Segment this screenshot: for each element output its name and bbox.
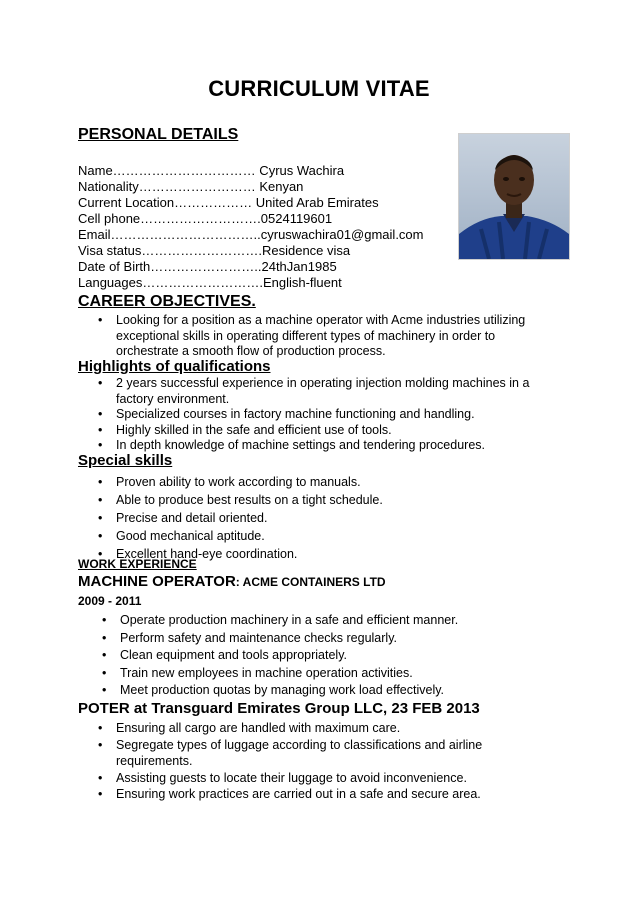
personal-value: United Arab Emirates — [252, 195, 379, 210]
job-1-title — [78, 573, 386, 590]
list-item-text: Proven ability to work according to manuals. — [116, 475, 361, 489]
document-title: CURRICULUM VITAE — [208, 76, 430, 101]
personal-row-visa — [78, 243, 350, 259]
list-item — [78, 737, 548, 770]
personal-row-nationality — [78, 179, 303, 195]
bullet-icon: • — [98, 422, 103, 437]
personal-value: Cyrus Wachira — [255, 163, 345, 178]
list-item — [78, 376, 556, 407]
portrait-image — [459, 134, 569, 259]
bullet-icon: • — [98, 787, 103, 801]
personal-label: Visa status……………………… — [78, 243, 259, 258]
list-item-text: Meet production quotas by managing work load effectively. — [120, 683, 445, 697]
list-item-text: Ensuring work practices are carried out in a safe and secure area. — [116, 787, 481, 801]
list-item — [78, 720, 548, 737]
list-item-text: Segregate types of luggage according to classifications and airline requirements. — [116, 737, 483, 768]
personal-label: Name…………………………… — [78, 163, 256, 178]
job-1-duties-list — [82, 612, 552, 700]
work-experience-heading: WORK EXPERIENCE — [78, 557, 197, 571]
personal-label: Date of Birth…………………… — [78, 259, 255, 274]
highlights-list — [78, 376, 556, 454]
list-item — [82, 630, 552, 648]
list-item — [78, 423, 556, 439]
personal-row-email — [78, 227, 424, 243]
list-item — [78, 770, 548, 787]
personal-label: Current Location……………… — [78, 195, 253, 210]
personal-label: Cell phone……………………… — [78, 211, 258, 226]
bullet-icon: • — [102, 613, 107, 627]
bullet-icon: • — [98, 547, 103, 561]
list-item — [78, 313, 548, 360]
job-1-dates: 2009 - 2011 — [78, 594, 142, 608]
list-item-text: In depth knowledge of machine settings and tendering procedures. — [116, 438, 485, 452]
list-item — [78, 407, 556, 423]
personal-value: ..cyruswachira01@gmail.com — [253, 227, 424, 242]
list-item — [78, 473, 548, 491]
list-item-text: Perform safety and maintenance checks regularly. — [120, 630, 397, 645]
list-item-text: Good mechanical aptitude. — [116, 529, 265, 543]
job-2-title: POTER at Transguard Emirates Group LLC, 23 FEB 2013 — [78, 700, 480, 717]
list-item — [82, 612, 552, 630]
list-item — [78, 509, 548, 527]
list-item-text: Excellent hand-eye coordination. — [116, 547, 298, 561]
list-item-text: Precise and detail oriented. — [116, 511, 268, 525]
personal-label: Email…………………………… — [78, 227, 254, 242]
profile-photo — [458, 133, 570, 260]
personal-value: .0524119601 — [257, 211, 333, 226]
bullet-icon: • — [98, 407, 103, 421]
special-skills-heading: Special skills — [78, 452, 173, 469]
personal-row-dob — [78, 259, 337, 275]
list-item — [78, 491, 548, 509]
bullet-icon: • — [102, 648, 107, 662]
bullet-icon: • — [98, 376, 103, 390]
personal-value: Kenyan — [255, 179, 304, 194]
list-item-text: Ensuring all cargo are handled with maximum care. — [116, 721, 401, 735]
list-item-text: 2 years successful experience in operating injection molding machines in a factory environment. — [116, 376, 530, 406]
skills-list — [78, 473, 548, 563]
bullet-icon: • — [98, 770, 103, 785]
list-item-text: Able to produce best results on a tight schedule. — [116, 493, 383, 507]
list-item-text: Assisting guests to locate their luggage to avoid inconvenience. — [116, 770, 467, 785]
list-item — [78, 786, 548, 803]
bullet-icon: • — [98, 511, 103, 525]
career-objectives-heading: CAREER OBJECTIVES. — [78, 293, 256, 310]
job-2-duties-list — [78, 720, 548, 803]
bullet-icon: • — [98, 475, 103, 489]
personal-row-languages — [78, 275, 342, 291]
personal-row-name — [78, 163, 344, 179]
bullet-icon: • — [98, 493, 103, 507]
personal-row-phone — [78, 211, 332, 227]
bullet-icon: • — [98, 438, 103, 452]
bullet-icon: • — [102, 665, 107, 680]
personal-label: Languages……………………… — [78, 275, 260, 290]
list-item — [82, 682, 552, 700]
bullet-icon: • — [98, 737, 103, 752]
list-item-text: Looking for a position as a machine operator with Acme industries utilizing exceptional skills in operating different types of machinery in order to orchestrate a smooth flow of production process. — [116, 313, 526, 358]
job-1-role: MACHINE OPERATOR — [78, 573, 236, 590]
personal-value: ..24thJan1985 — [254, 259, 337, 274]
bullet-icon: • — [102, 683, 107, 697]
personal-details-heading: PERSONAL DETAILS — [78, 126, 239, 143]
list-item-text: Specialized courses in factory machine functioning and handling. — [116, 407, 475, 421]
personal-value: .Residence visa — [258, 243, 351, 258]
highlights-heading: Highlights of qualifications — [78, 358, 271, 375]
list-item-text: Train new employees in machine operation activities. — [120, 665, 413, 680]
list-item — [78, 527, 548, 545]
bullet-icon: • — [98, 313, 103, 327]
personal-label: Nationality……………………… — [78, 179, 256, 194]
personal-row-location — [78, 195, 379, 211]
job-1-company: : ACME CONTAINERS LTD — [235, 575, 386, 589]
list-item — [82, 647, 552, 665]
personal-value: .English-fluent — [259, 275, 342, 290]
list-item — [82, 665, 552, 683]
career-list — [78, 313, 548, 360]
list-item-text: Operate production machinery in a safe and efficient manner. — [120, 613, 459, 627]
bullet-icon: • — [102, 630, 107, 645]
list-item-text: Highly skilled in the safe and efficient use of tools. — [116, 422, 392, 437]
bullet-icon: • — [98, 721, 103, 735]
bullet-icon: • — [98, 529, 103, 543]
list-item-text: Clean equipment and tools appropriately. — [120, 648, 347, 662]
